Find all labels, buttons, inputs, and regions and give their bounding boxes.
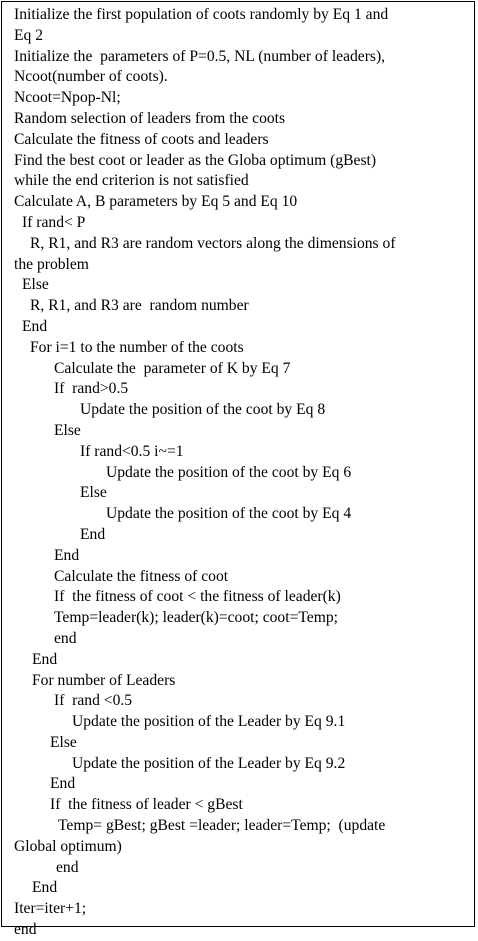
pseudocode-line: Initialize the parameters of P=0.5, NL (number of leaders),: [14, 47, 386, 65]
pseudocode-line: Else: [54, 421, 81, 439]
pseudocode-line: Else: [22, 276, 49, 294]
pseudocode-line: R, R1, and R3 are random vectors along the dimensions of: [30, 234, 396, 252]
pseudocode-line: For i=1 to the number of the coots: [30, 338, 244, 356]
pseudocode-line: If rand>0.5: [54, 380, 129, 398]
pseudocode-line: Temp=leader(k); leader(k)=coot; coot=Temp;: [54, 609, 338, 627]
pseudocode-line: For number of Leaders: [32, 671, 176, 689]
pseudocode-line: Update the position of the coot by Eq 6: [106, 463, 352, 481]
pseudocode-line: End: [50, 775, 76, 793]
pseudocode-line: Ncoot=Npop-Nl;: [14, 89, 121, 107]
pseudocode-line: while the end criterion is not satisfied: [14, 172, 249, 190]
pseudocode-line: Calculate the parameter of K by Eq 7: [54, 359, 291, 377]
pseudocode-line: Calculate A, B parameters by Eq 5 and Eq 10: [14, 193, 298, 211]
pseudocode-line: Initialize the first population of coots randomly by Eq 1 and: [14, 6, 389, 23]
pseudocode-line: End: [80, 525, 106, 543]
pseudocode-line: Update the position of the coot by Eq 4: [106, 505, 352, 523]
pseudocode-line: Global optimum): [14, 837, 122, 855]
pseudocode-line: Find the best coot or leader as the Globa optimum (gBest): [14, 151, 377, 169]
pseudocode-line: End: [32, 879, 58, 897]
pseudocode-line: If the fitness of leader < gBest: [50, 796, 243, 814]
pseudocode-line: Update the position of the Leader by Eq 9.2: [72, 754, 346, 772]
pseudocode-line: Calculate the fitness of coots and leaders: [14, 130, 269, 148]
pseudocode-line: If rand <0.5: [54, 692, 133, 710]
pseudocode-line: end: [54, 629, 77, 647]
pseudocode-line: End: [32, 650, 58, 668]
pseudocode-line: the problem: [14, 255, 89, 273]
pseudocode-line: R, R1, and R3 are random number: [30, 297, 249, 315]
pseudocode-line: Random selection of leaders from the coots: [14, 109, 286, 127]
algorithm-box: [1, 1, 475, 939]
pseudocode-line: Ncoot(number of coots).: [14, 68, 168, 86]
pseudocode-line: Iter=iter+1;: [14, 900, 87, 918]
pseudocode-line: If the fitness of coot < the fitness of leader(k): [54, 588, 341, 606]
pseudocode-line: Else: [50, 733, 77, 751]
pseudocode-line: End: [54, 546, 80, 564]
pseudocode-line: end: [56, 858, 79, 876]
pseudocode-line: End: [22, 317, 48, 335]
pseudocode-line: Calculate the fitness of coot: [54, 567, 229, 585]
pseudocode-line: Update the position of the Leader by Eq 9.1: [72, 713, 346, 731]
pseudocode-line: Temp= gBest; gBest =leader; leader=Temp; (update: [58, 817, 386, 835]
pseudocode-line: If rand< P: [22, 213, 86, 231]
pseudocode-line: Update the position of the coot by Eq 8: [80, 401, 326, 419]
pseudocode-line: If rand<0.5 i~=1: [80, 442, 184, 460]
algorithm-pseudocode: [14, 5, 470, 941]
pseudocode-line: Eq 2: [14, 26, 44, 44]
pseudocode-line: end: [14, 921, 37, 939]
pseudocode-line: Else: [80, 484, 107, 502]
